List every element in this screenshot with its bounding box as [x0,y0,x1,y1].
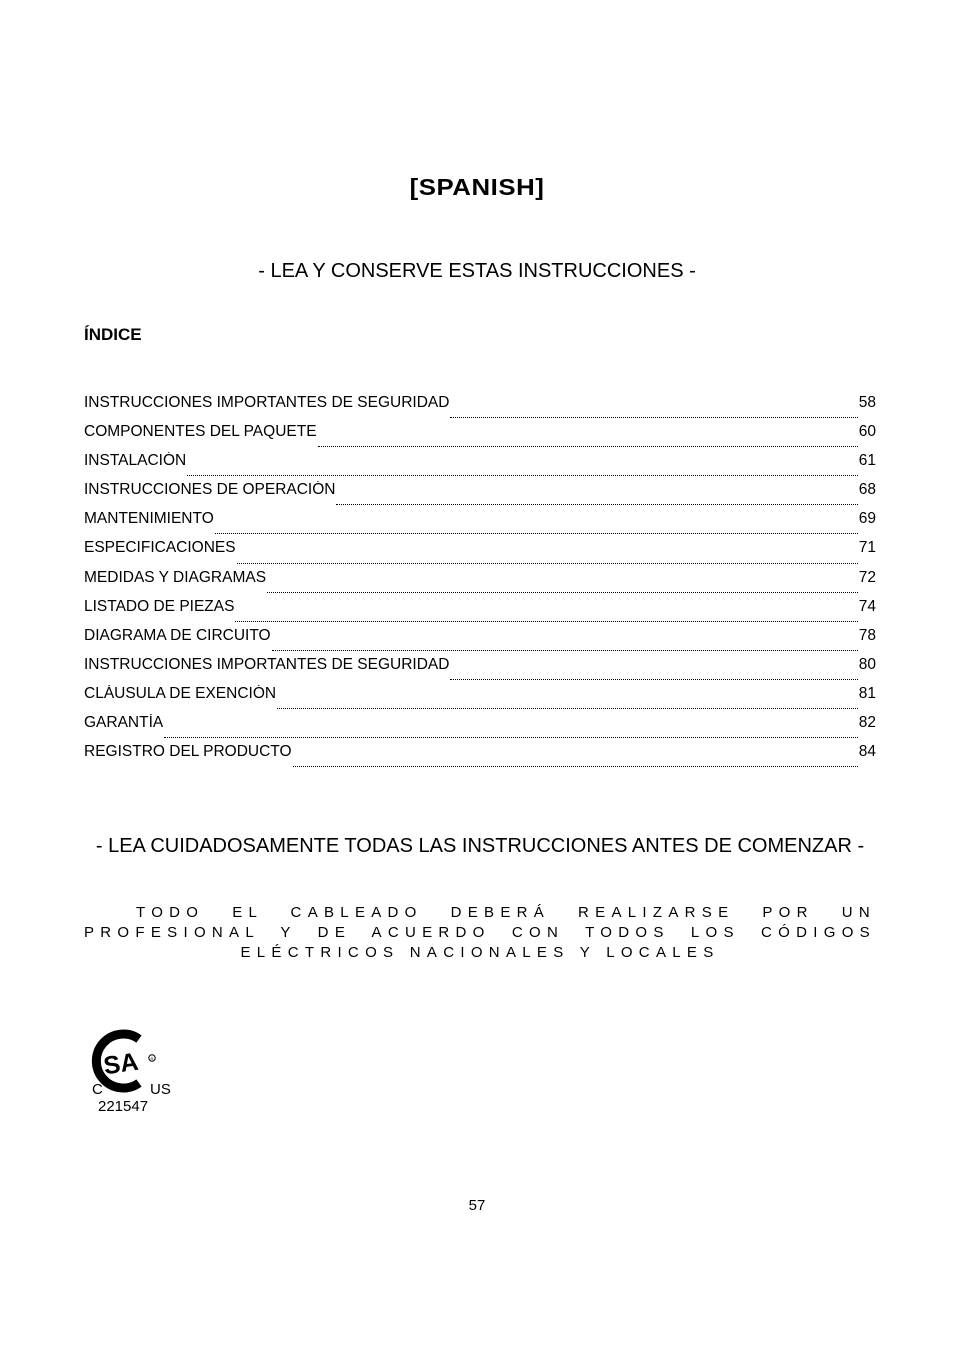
csa-right-mark: US [150,1081,171,1098]
svg-text:SA: SA [101,1047,141,1081]
toc-entry-label: MANTENIMIENTO [84,510,214,528]
toc-entry-page: 84 [858,743,876,761]
toc-entry-page: 68 [858,481,876,499]
dot-leader [215,533,858,534]
toc-entry-page: 69 [858,510,876,528]
toc-entry-label: INSTRUCCIONES IMPORTANTES DE SEGURIDAD [84,655,450,673]
csa-emblem [96,1034,155,1088]
toc-entry-label: INSTRUCCIONES IMPORTANTES DE SEGURIDAD [84,394,450,411]
page-number: 57 [468,1197,486,1214]
dot-leader [235,621,857,622]
toc-entry[interactable] [84,510,876,539]
toc-entry-page: 82 [858,714,876,732]
toc-entry[interactable] [84,569,876,598]
dot-leader [164,737,858,738]
toc-entry-label: COMPONENTES DEL PAQUETE [84,423,317,441]
csa-left-mark: C [92,1081,103,1098]
toc-entry[interactable] [84,539,876,568]
toc-entry-label: INSTRUCCIONES DE OPERACIÓN [84,481,336,499]
toc-entry-label: ESPECIFICACIONES [84,539,236,557]
toc-entry-page: 78 [858,626,876,644]
csa-certificate-number: 221547 [98,1098,149,1115]
language-title: [SPANISH] [409,174,545,200]
dot-leader [450,417,857,418]
wiring-notice: TODO EL CABLEADO DEBERÁ REALIZARSE POR UN PROFESIONAL Y DE ACUERDO CON TODOS LOS CÓDIGOS ELÉCTRICOS NACIONALES Y LOCALES [84,904,876,961]
toc-entry-page: 60 [858,423,876,441]
toc-entry[interactable] [84,656,876,685]
dot-leader [318,446,858,447]
toc-entry[interactable] [84,714,876,743]
dot-leader [277,708,858,709]
toc-entry-page: 74 [858,597,876,615]
read-and-keep-notice: - LEA Y CONSERVE ESTAS INSTRUCCIONES - [258,260,696,282]
toc-entry[interactable] [84,685,876,714]
toc-entry[interactable] [84,627,876,656]
dot-leader [267,592,858,593]
csa-certification-logo-icon [86,1026,176,1118]
dot-leader [187,475,858,476]
dot-leader [450,679,857,680]
toc-entry-label: LISTADO DE PIEZAS [84,597,235,615]
toc-entry-label: GARANTÍA [84,714,164,732]
table-of-contents [84,394,876,772]
toc-entry-page: 81 [858,684,876,702]
dot-leader [336,504,857,505]
toc-entry[interactable] [84,452,876,481]
toc-entry-page: 71 [858,539,876,557]
toc-entry[interactable] [84,423,876,452]
toc-entry[interactable] [84,598,876,627]
svg-text:R: R [150,1056,154,1061]
toc-entry-page: 61 [858,452,876,470]
toc-entry-page: 58 [858,394,876,411]
index-heading: ÍNDICE [84,325,142,344]
toc-entry-label: CLÁUSULA DE EXENCIÓN [84,684,277,702]
toc-entry-label: REGISTRO DEL PRODUCTO [84,743,292,761]
toc-entry-label: MEDIDAS Y DIAGRAMAS [84,568,267,586]
toc-entry[interactable] [84,743,876,772]
toc-entry-label: DIAGRAMA DE CIRCUITO [84,626,271,644]
dot-leader [237,563,858,564]
toc-entry-page: 80 [858,655,876,673]
toc-entry[interactable] [84,394,876,423]
toc-entry-label: INSTALACIÓN [84,452,187,470]
toc-entry[interactable] [84,481,876,510]
toc-entry-page: 72 [858,568,876,586]
read-carefully-notice: - LEA CUIDADOSAMENTE TODAS LAS INSTRUCCIONES ANTES DE COMENZAR - [95,835,865,857]
dot-leader [272,650,858,651]
dot-leader [293,766,858,767]
